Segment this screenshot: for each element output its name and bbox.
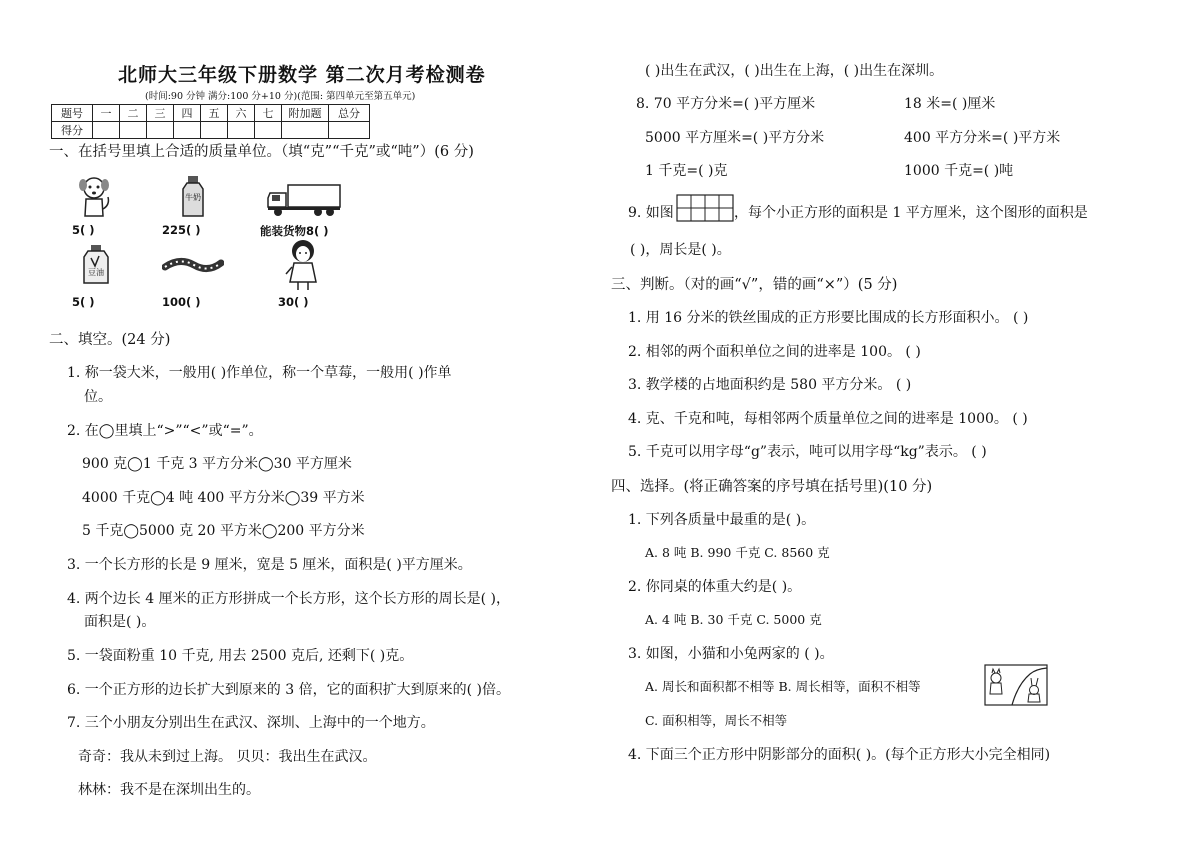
soy-sauce-bottle-icon (82, 244, 112, 284)
fill-q8-b2: 400 平方分米=( )平方米 (904, 130, 1061, 146)
score-header-cell: 七 (255, 105, 282, 122)
score-header-cell: 附加题 (282, 105, 329, 122)
score-header-cell: 总分 (329, 105, 370, 122)
dog-icon (76, 175, 112, 219)
fill-q8-a1: 8. 70 平方分米=( )平方厘米 (636, 96, 816, 112)
fill-q1-line1: 1. 称一袋大米，一般用( )作单位，称一个草莓，一般用( )作单 (67, 365, 452, 381)
milk-bottle-icon (179, 174, 207, 218)
fill-q7-row2: 林林：我不是在深圳出生的。 (78, 782, 260, 798)
grid-figure (676, 194, 734, 222)
score-cell[interactable] (282, 122, 329, 139)
score-cell[interactable] (255, 122, 282, 139)
fill-q8-c2: 1000 千克=( )吨 (904, 163, 1014, 179)
choice-q1: 1. 下列各质量中最重的是( )。 (628, 512, 816, 528)
judge-q2: 2. 相邻的两个面积单位之间的进率是 100。 ( ) (628, 344, 921, 360)
fill-q9-answer: ( )，周长是( )。 (630, 242, 731, 258)
cat-rabbit-figure (984, 664, 1048, 706)
choice-q2: 2. 你同桌的体重大约是( )。 (628, 579, 802, 595)
mass-item-caterpillar: 100( ) (162, 295, 201, 309)
caterpillar-icon (162, 255, 224, 277)
soy-label: 豆油 (88, 268, 104, 277)
fill-q8-b1: 5000 平方厘米=( )平方分米 (645, 130, 825, 146)
score-table-score-row (52, 122, 370, 139)
fill-q6: 6. 一个正方形的边长扩大到原来的 3 倍，它的面积扩大到原来的( )倍。 (67, 682, 510, 698)
score-header-cell: 一 (93, 105, 120, 122)
score-cell[interactable] (329, 122, 370, 139)
score-header-cell: 题号 (52, 105, 93, 122)
fill-q2-row3: 5 千克◯5000 克 20 平方米◯200 平方分米 (82, 523, 365, 539)
choice-q4: 4. 下面三个正方形中阴影部分的面积( )。(每个正方形大小完全相同) (628, 747, 1051, 763)
score-header-cell: 三 (147, 105, 174, 122)
score-table-header-row (52, 105, 370, 122)
fill-q7: 7. 三个小朋友分别出生在武汉、深圳、上海中的一个地方。 (67, 715, 435, 731)
choice-q3-options-ab: A. 周长和面积都不相等 B. 周长相等，面积不相等 (645, 679, 921, 694)
judge-q5: 5. 千克可以用字母“g”表示，吨可以用字母“kg”表示。 ( ) (628, 444, 987, 460)
fill-q5: 5. 一袋面粉重 10 千克, 用去 2500 克后, 还剩下( )克。 (67, 648, 414, 664)
choice-q1-options: A. 8 吨 B. 990 千克 C. 8560 克 (645, 545, 830, 560)
fill-q2-row2: 4000 千克◯4 吨 400 平方分米◯39 平方米 (82, 490, 365, 506)
section-3-title: 三、判断。（对的画“√”，错的画“×”）(5 分) (611, 277, 898, 293)
score-cell[interactable] (147, 122, 174, 139)
section-2-title: 二、填空。(24 分) (49, 332, 171, 348)
score-header-cell: 二 (120, 105, 147, 122)
score-cell[interactable] (201, 122, 228, 139)
score-table (51, 104, 370, 139)
fill-q2-row1: 900 克◯1 千克 3 平方分米◯30 平方厘米 (82, 456, 352, 472)
score-header-cell: 六 (228, 105, 255, 122)
mass-item-truck: 能装货物8( ) (260, 224, 329, 238)
judge-q4: 4. 克、千克和吨，每相邻两个质量单位之间的进率是 1000。 ( ) (628, 411, 1028, 427)
score-cell[interactable] (120, 122, 147, 139)
score-cell[interactable] (174, 122, 201, 139)
choice-q3: 3. 如图，小猫和小兔两家的 ( )。 (628, 646, 834, 662)
girl-icon (283, 238, 323, 292)
score-cell[interactable] (228, 122, 255, 139)
fill-q7-answer: ( )出生在武汉，( )出生在上海，( )出生在深圳。 (645, 63, 944, 79)
fill-q4-line1: 4. 两个边长 4 厘米的正方形拼成一个长方形，这个长方形的周长是( )， (67, 591, 510, 607)
choice-q2-options: A. 4 吨 B. 30 千克 C. 5000 克 (645, 612, 822, 627)
fill-q7-row1: 奇奇：我从未到过上海。 贝贝：我出生在武汉。 (78, 749, 377, 765)
mass-item-soy: 5( ) (72, 295, 95, 309)
fill-q4-line2: 面积是( )。 (84, 614, 156, 630)
score-header-cell: 四 (174, 105, 201, 122)
judge-q1: 1. 用 16 分米的铁丝围成的正方形要比围成的长方形面积小。 ( ) (628, 310, 1029, 326)
milk-label: 牛奶 (185, 193, 201, 202)
fill-q3: 3. 一个长方形的长是 9 厘米，宽是 5 厘米，面积是( )平方厘米。 (67, 557, 472, 573)
fill-q8-c1: 1 千克=( )克 (645, 163, 728, 179)
mass-item-milk: 225( ) (162, 223, 201, 237)
page-subtitle: (时间:90 分钟 满分:100 分+10 分)(范围: 第四单元至第五单元) (145, 91, 416, 102)
score-row-label: 得分 (52, 122, 93, 139)
mass-item-girl: 30( ) (278, 295, 309, 309)
score-header-cell: 五 (201, 105, 228, 122)
fill-q2: 2. 在◯里填上“>”“<”或“=”。 (67, 423, 263, 439)
truck-icon (266, 183, 342, 217)
fill-q9-prefix: 9. 如图 (628, 205, 674, 221)
mass-item-dog: 5( ) (72, 223, 95, 237)
fill-q8-a2: 18 米=( )厘米 (904, 96, 996, 112)
score-cell[interactable] (93, 122, 120, 139)
fill-q1-line2: 位。 (84, 389, 112, 405)
choice-q3-option-c: C. 面积相等，周长不相等 (645, 713, 788, 728)
page-title: 北师大三年级下册数学 第二次月考检测卷 (118, 64, 486, 86)
fill-q9-text: ，每个小正方形的面积是 1 平方厘米，这个图形的面积是 (734, 205, 1088, 221)
judge-q3: 3. 教学楼的占地面积约是 580 平方分米。 ( ) (628, 377, 912, 393)
section-4-title: 四、选择。(将正确答案的序号填在括号里)(10 分) (611, 479, 933, 495)
section-1-title: 一、在括号里填上合适的质量单位。（填“克”“千克”或“吨”）(6 分) (49, 144, 474, 160)
